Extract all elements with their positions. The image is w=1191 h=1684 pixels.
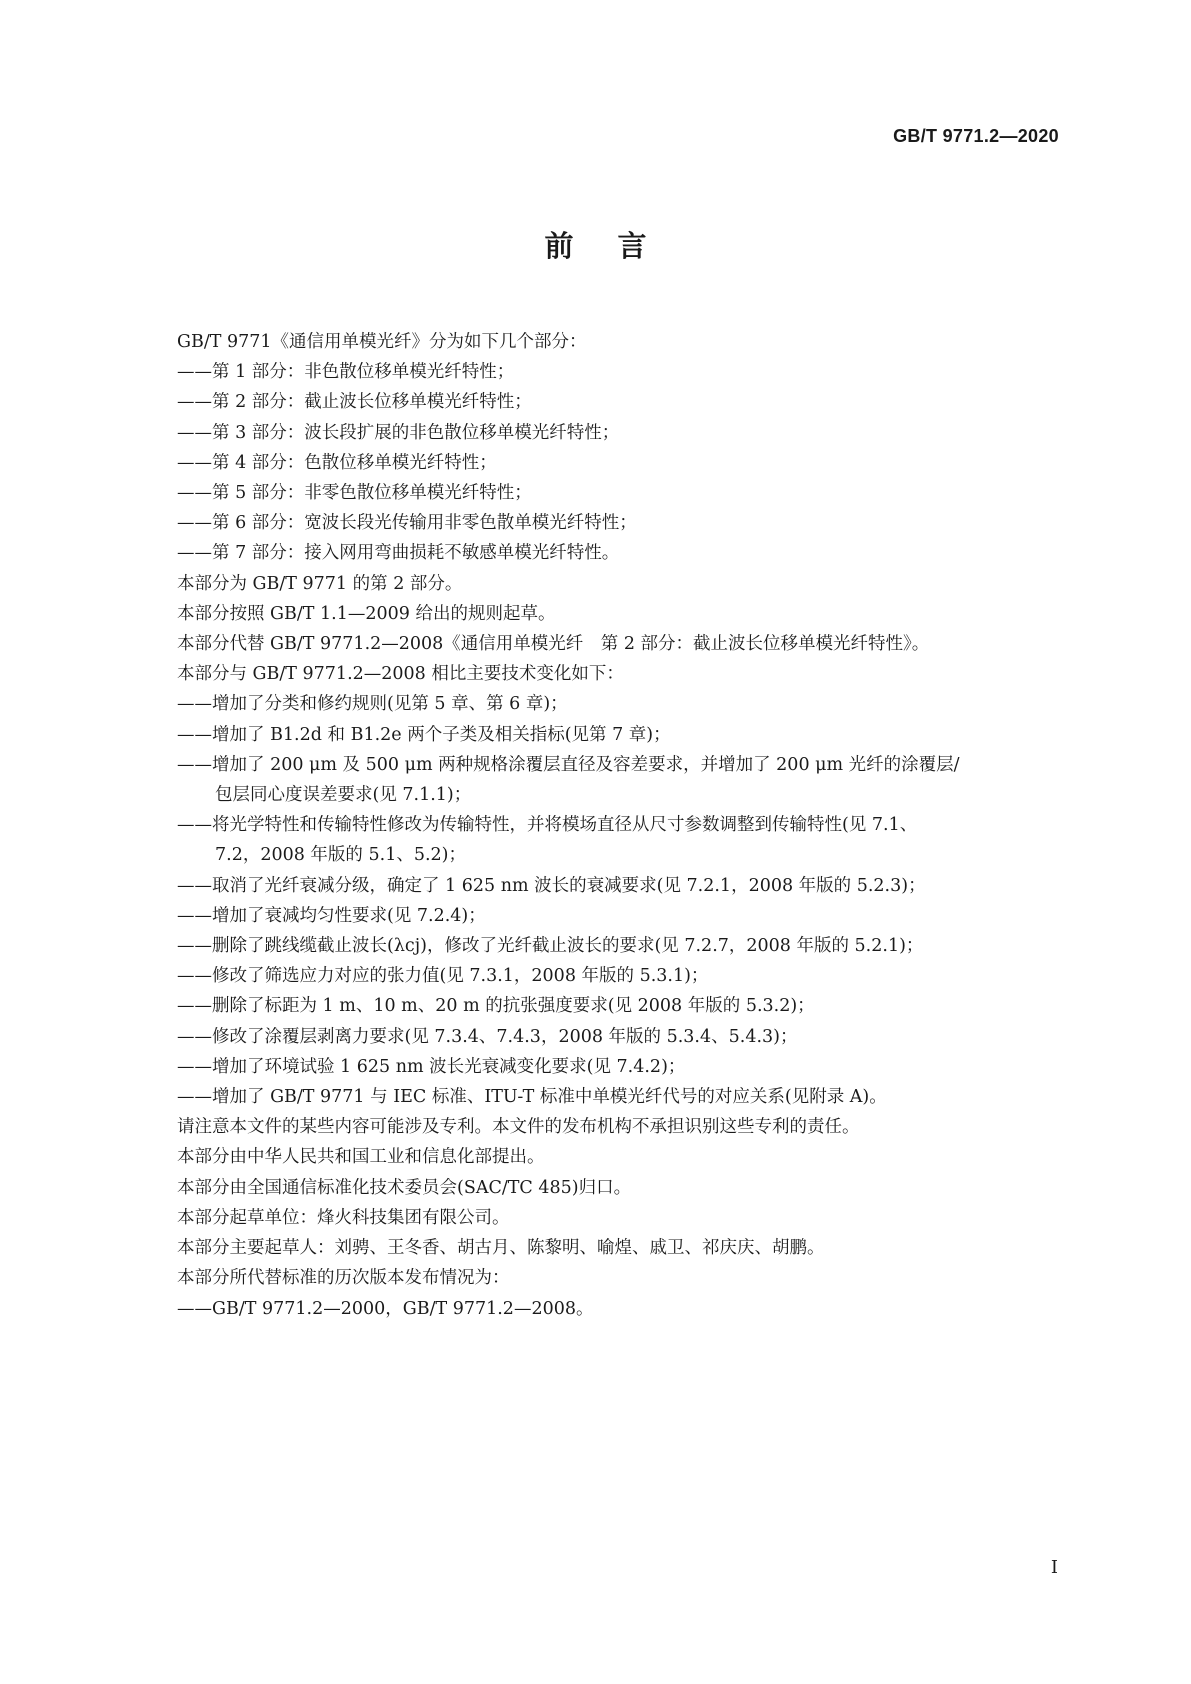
paragraph: 本部分主要起草人：刘骋、王冬香、胡古月、陈黎明、喻煌、戚卫、祁庆庆、胡鹏。 [177,1238,825,1259]
paragraph: GB/T 9771《通信用单模光纤》分为如下几个部分： [177,332,587,352]
paragraph: 本部分与 GB/T 9771.2—2008 相比主要技术变化如下： [177,664,624,685]
paragraph: 本部分按照 GB/T 1.1—2009 给出的规则起草。 [177,603,556,624]
list-item: ——第 1 部分：非色散位移单模光纤特性； [177,362,515,383]
list-item: ——第 7 部分：接入网用弯曲损耗不敏感单模光纤特性。 [177,543,620,564]
paragraph: 本部分所代替标准的历次版本发布情况为： [177,1268,510,1289]
list-item: ——增加了 200 μm 及 500 μm 两种规格涂覆层直径及容差要求，并增加了 200 μm 光纤的涂覆层/ [177,754,960,775]
paragraph: 本部分为 GB/T 9771 的第 2 部分。 [177,573,463,594]
list-item: ——将光学特性和传输特性修改为传输特性，并将模场直径从尺寸参数调整到传输特性(见 7.1、 [177,815,918,836]
list-item: ——删除了跳线缆截止波长(λcj)，修改了光纤截止波长的要求(见 7.2.7，2008 年版的 5.2.1)； [177,936,924,957]
list-item: ——增加了 B1.2d 和 B1.2e 两个子类及相关指标(见第 7 章)； [177,724,671,745]
paragraph: 本部分由全国通信标准化技术委员会(SAC/TC 485)归口。 [177,1177,632,1198]
list-item: ——增加了分类和修约规则(见第 5 章、第 6 章)； [177,694,568,715]
list-item: ——增加了 GB/T 9771 与 IEC 标准、ITU-T 标准中单模光纤代号的对应关系(见附录 A)。 [177,1087,887,1108]
list-item: ——GB/T 9771.2—2000，GB/T 9771.2—2008。 [177,1298,594,1319]
page-title: 前言 [544,229,691,263]
paragraph: 本部分代替 GB/T 9771.2—2008《通信用单模光纤 第 2 部分：截止波长位移单模光纤特性》。 [177,634,930,655]
list-item: ——第 5 部分：非零色散位移单模光纤特性； [177,483,532,504]
list-item: ——第 4 部分：色散位移单模光纤特性； [177,452,497,473]
paragraph: 请注意本文件的某些内容可能涉及专利。本文件的发布机构不承担识别这些专利的责任。 [177,1117,860,1138]
paragraph: 本部分由中华人民共和国工业和信息化部提出。 [177,1147,545,1168]
list-item: ——删除了标距为 1 m、10 m、20 m 的抗张强度要求(见 2008 年版的 5.3.2)； [177,996,815,1017]
list-item: ——增加了衰减均匀性要求(见 7.2.4)； [177,905,486,926]
list-item: ——修改了筛选应力对应的张力值(见 7.3.1，2008 年版的 5.3.1)； [177,966,709,987]
list-item: ——修改了涂覆层剥离力要求(见 7.3.4、7.4.3，2008 年版的 5.3.4、5.4.3)； [177,1026,798,1047]
list-item: ——第 2 部分：截止波长位移单模光纤特性； [177,392,532,413]
page-number: I [1050,1557,1058,1578]
list-item-continuation: 7.2，2008 年版的 5.1、5.2)； [215,845,466,866]
standard-number: GB/T 9771.2—2020 [893,126,1059,146]
document-body [177,327,1062,1324]
list-item-continuation: 包层同心度误差要求(见 7.1.1)； [215,785,472,806]
list-item: ——第 6 部分：宽波长段光传输用非零色散单模光纤特性； [177,513,637,534]
list-item: ——增加了环境试验 1 625 nm 波长光衰减变化要求(见 7.4.2)； [177,1056,686,1077]
paragraph: 本部分起草单位：烽火科技集团有限公司。 [177,1207,510,1228]
list-item: ——取消了光纤衰减分级，确定了 1 625 nm 波长的衰减要求(见 7.2.1，2008 年版的 5.2.3)； [177,875,926,896]
list-item: ——第 3 部分：波长段扩展的非色散位移单模光纤特性； [177,422,620,443]
